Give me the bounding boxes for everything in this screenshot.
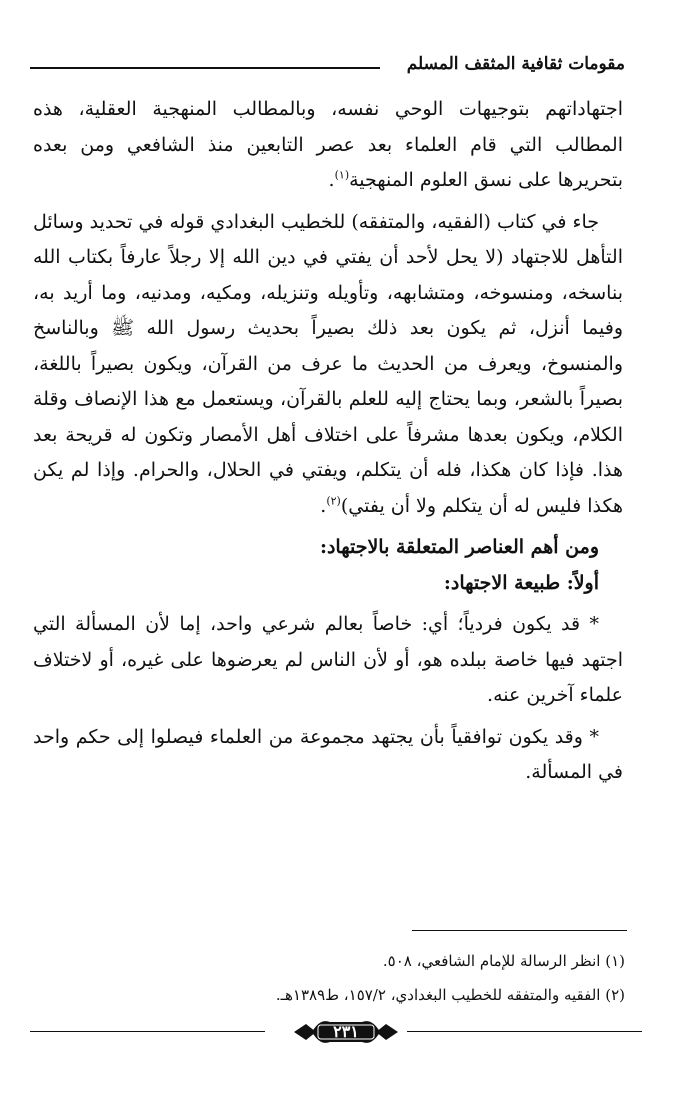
paragraph-3: * قد يكون فردياً؛ أي: خاصاً بعالم شرعي واحد، إما لأن المسألة التي اجتهد فيها خاصة ببلده هو، أو لأن الناس لم يعرضوها على غيره، أو لاختلاف علماء آخرين عنه.	[33, 613, 623, 706]
paragraph-1	[33, 92, 623, 199]
main-text	[33, 92, 623, 791]
footnote-ref-1: (١)	[334, 168, 350, 182]
paragraph-4: * وقد يكون توافقياً بأن يجتهد مجموعة من العلماء فيصلوا إلى حكم واحد في المسألة.	[33, 725, 623, 783]
paragraph-1-end: .	[328, 169, 335, 191]
paragraph-2-text: جاء في كتاب (الفقيه، والمتفقه) للخطيب البغدادي قوله في تحديد وسائل التأهل للاجتهاد (لا يحل لأحد أن يفتي في دين الله إلا رجلاً عارفاً بكتاب الله بناسخه، ومنسوخه، ومتشابهه، وتأويله وتنزيله، ومكيه، ومدنيه، وما أريد به، وفيما أنزل، ثم يكون بعد ذلك بصيراً بحديث رسول الله ﷺ وبالناسخ والمنسوخ، ويعرف من الحديث ما عرف من القرآن، ويكون بصيراً باللغة، بصيراً بالشعر، وبما يحتاج إليه للعلم بالقرآن، ويستعمل مع هذا الإنصاف وقلة الكلام، ويكون بعدها مشرفاً على اختلاف أهل الأمصار وتكون له قريحة بعد هذا. فإذا كان هكذا، فله أن يتكلم، ويفتي في الحلال، والحرام. وإذا لم يكن هكذا فليس له أن يتكلم ولا أن يفتي)	[33, 210, 623, 517]
section-heading: ومن أهم العناصر المتعلقة بالاجتهاد:	[319, 536, 599, 558]
paragraph-1-text: اجتهاداتهم بتوجيهات الوحي نفسه، وبالمطالب المنهجية العقلية، هذه المطالب التي قام العلماء بعد عصر التابعين منذ الشافعي ومن بعده بتحريرها على نسق العلوم المنهجية	[33, 98, 623, 191]
page-footer	[30, 1016, 642, 1048]
footnote-separator	[412, 930, 627, 931]
running-header	[30, 52, 625, 82]
page-number: ٢٣١	[333, 1022, 359, 1041]
footer-rule-left	[30, 1031, 265, 1032]
footer-rule-right	[407, 1031, 642, 1032]
footnotes	[35, 944, 625, 1012]
paragraph-2-end: .	[320, 494, 327, 517]
footnote-ref-2: (٢)	[326, 494, 341, 508]
subsection-heading: أولاً: طبيعة الاجتهاد:	[443, 571, 599, 594]
paragraph-2	[33, 205, 623, 525]
header-title: مقومات ثقافية المثقف المسلم	[406, 54, 625, 74]
header-rule	[30, 67, 380, 69]
footnote-1: (١) انظر الرسالة للإمام الشافعي، ٥٠٨.	[382, 952, 625, 970]
footnote-2: (٢) الفقيه والمتفقه للخطيب البغدادي، ١٥٧/٢، ط١٣٨٩هـ.	[275, 986, 625, 1004]
